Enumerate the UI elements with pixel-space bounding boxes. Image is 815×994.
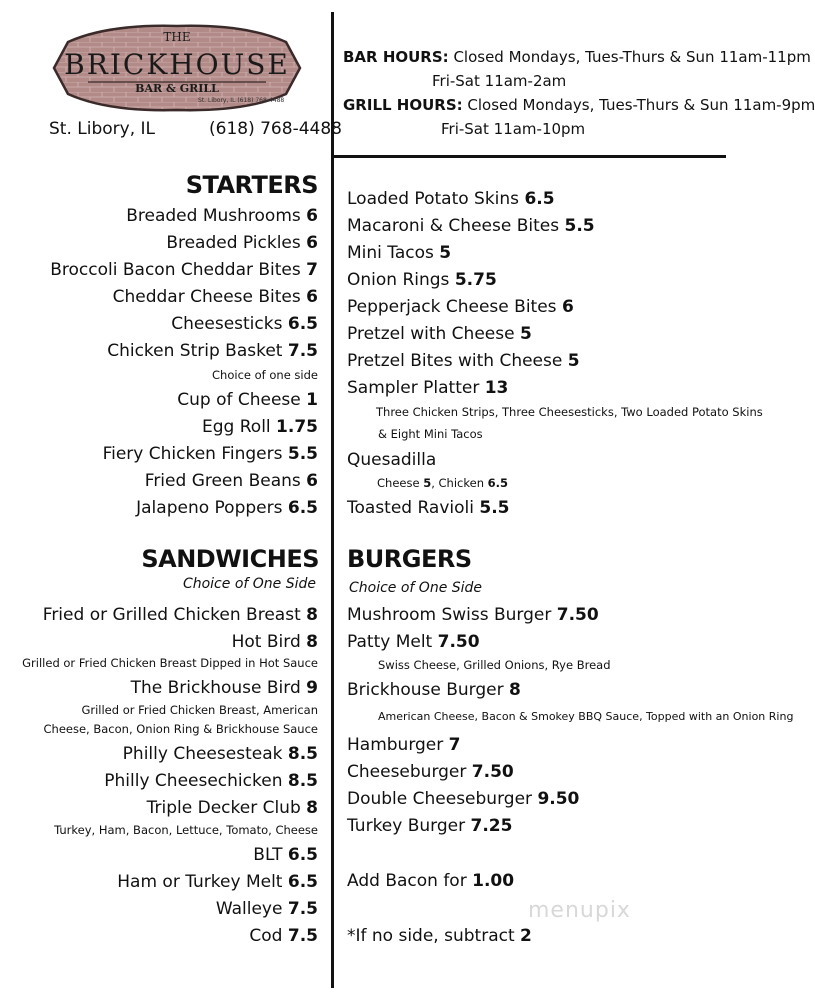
item-price: 8 [306,798,318,818]
menu-item [347,351,580,371]
item-name: Cup of Cheese [177,390,301,410]
sandwiches-note: Choice of One Side [182,576,316,592]
menu-item [347,216,595,236]
item-price: 6 [306,233,318,253]
logo-subtitle: BAR & GRILL [135,82,219,95]
menu-item [131,678,318,698]
item-description: American Cheese, Bacon & Smokey BBQ Sauce, Topped with an Onion Ring [378,710,794,723]
horizontal-divider [334,155,726,158]
item-price: 7 [448,735,461,755]
item-name: Egg Roll [202,417,271,437]
item-name: Cod [249,926,283,946]
item-price: 9.50 [537,789,580,809]
grill-hours-text1: Closed Mondays, Tues-Thurs & Sun 11am-9pm [467,96,815,114]
menu-item [347,498,510,518]
item-name: Broccoli Bacon Cheddar Bites [50,260,301,280]
menu-item [202,417,318,437]
menu-item [347,450,436,470]
menu-item [145,471,318,491]
menu-item [347,680,521,700]
sandwiches-heading: SANDWICHES [141,545,319,573]
item-price: 6.5 [524,189,555,209]
phone-number: (618) 768-4488 [209,119,342,139]
item-price: 5.5 [564,216,595,236]
menu-item [232,632,318,652]
item-price: 9 [306,678,318,698]
add-bacon-price: 1.00 [472,871,515,891]
item-name: Patty Melt [347,632,433,652]
menu-item [347,605,599,625]
menu-item [347,816,512,836]
item-price: 13 [484,378,509,398]
item-description: Grilled or Fried Chicken Breast, American [81,703,318,717]
item-price: 6 [306,471,318,491]
item-name: Onion Rings [347,270,450,290]
item-name: The Brickhouse Bird [130,678,301,698]
item-price: 6 [306,287,318,307]
menu-item [136,498,318,518]
menu-item [216,899,318,919]
item-price: 7 [306,260,318,280]
item-price: 5 [519,324,532,344]
item-name: Walleye [215,899,283,919]
item-price: 6.5 [287,314,318,334]
item-price: 5.5 [287,444,318,464]
item-price: 8.5 [287,771,318,791]
menu-item [147,798,318,818]
item-description: & Eight Mini Tacos [378,427,483,441]
item-price: 6.5 [287,872,318,892]
bar-hours-label: BAR HOURS: [343,48,449,66]
item-name: Mushroom Swiss Burger [347,605,552,625]
menu-item [104,771,318,791]
logo-name: BRICKHOUSE [64,48,290,81]
item-price: 1.75 [276,417,318,437]
item-name: Macaroni & Cheese Bites [347,216,560,236]
menu-item [171,314,318,334]
item-price: 5.75 [454,270,497,290]
item-name: Jalapeno Poppers [136,498,283,518]
item-price: 7.5 [287,341,318,361]
menu-item [113,287,318,307]
bar-hours-line1 [343,48,811,66]
item-price: 8 [306,605,318,625]
item-name: Pretzel with Cheese [347,324,515,344]
item-price: 7.50 [471,762,514,782]
item-name: Cheddar Cheese Bites [112,287,301,307]
menu-item [50,260,318,280]
option-price: 6.5 [487,476,509,490]
item-price: 5 [567,351,580,371]
item-name: Pretzel Bites with Cheese [347,351,563,371]
burgers-note: Choice of One Side [349,580,483,596]
item-name: Ham or Turkey Melt [117,872,283,892]
item-name: Breaded Mushrooms [126,206,301,226]
item-price: 7.25 [470,816,513,836]
item-name: Mini Tacos [347,243,434,263]
item-description: Swiss Cheese, Grilled Onions, Rye Bread [378,658,611,672]
item-price: 7.50 [437,632,480,652]
starters-heading: STARTERS [185,171,318,199]
item-price: 6 [561,297,574,317]
item-price: 8 [509,680,521,700]
no-side-price: 2 [520,926,532,946]
grill-hours-label: GRILL HOURS: [343,96,463,114]
item-name: Toasted Ravioli [347,498,474,518]
menu-item [126,206,318,226]
menu-item [123,744,318,764]
option-name: Cheese [377,476,420,490]
logo-the: THE [163,30,191,44]
vertical-divider [331,12,334,988]
item-name: Philly Cheesesteak [122,744,283,764]
item-name: Triple Decker Club [146,798,301,818]
item-name: Loaded Potato Skins [347,189,520,209]
menu-item [347,735,461,755]
no-side-line [347,926,532,946]
logo-small-text: St. Libory, IL (618) 768-4488 [198,97,285,104]
menu-item [166,233,318,253]
menu-item [347,762,514,782]
item-price: 1 [306,390,318,410]
item-description: Grilled or Fried Chicken Breast Dipped in Hot Sauce [22,656,318,670]
add-bacon-text: Add Bacon for [347,871,467,891]
item-price: 8 [306,632,318,652]
menu-item [347,189,555,209]
option-price: 5 [423,476,432,490]
item-price: 6 [306,206,318,226]
menu-item [347,324,532,344]
item-name: Brickhouse Burger [347,680,504,700]
bar-hours-line2: Fri-Sat 11am-2am [432,72,567,90]
menu-item [249,926,318,946]
menu-item [347,297,574,317]
watermark: menupix [528,898,631,923]
option-name: Chicken [438,476,484,490]
item-name: Hamburger [347,735,444,755]
brickhouse-logo [48,22,306,114]
item-name: Cheeseburger [347,762,467,782]
menu-item [347,632,480,652]
item-price: 5 [439,243,452,263]
item-name: Fried Green Beans [144,471,301,491]
item-price: 6.5 [287,498,318,518]
menu-item [43,605,318,625]
item-name: Cheesesticks [171,314,283,334]
menu-item [347,243,451,263]
item-name: Pepperjack Cheese Bites [347,297,557,317]
item-description: Three Chicken Strips, Three Cheesesticks, Two Loaded Potato Skins [376,405,763,419]
grill-hours-line1 [343,96,815,114]
item-price: 8.5 [287,744,318,764]
item-price: 6.5 [287,845,318,865]
menu-item [347,378,508,398]
town-text: St. Libory, IL [49,119,155,139]
bar-hours-text1: Closed Mondays, Tues-Thurs & Sun 11am-11pm [453,48,811,66]
burgers-heading: BURGERS [347,545,472,573]
item-description: Choice of one side [212,368,318,382]
add-bacon-line [347,871,514,891]
item-name: Turkey Burger [347,816,466,836]
item-description: Cheese 5, Chicken 6.5 [377,476,509,490]
item-name: Sampler Platter [347,378,480,398]
menu-item [347,270,497,290]
no-side-text: *If no side, subtract [347,926,515,946]
menu-item [347,789,579,809]
item-name: Double Cheeseburger [347,789,533,809]
item-name: Chicken Strip Basket [107,341,283,361]
item-name: Hot Bird [231,632,301,652]
item-price: 5.5 [479,498,510,518]
item-description: Cheese, Bacon, Onion Ring & Brickhouse Sauce [43,722,318,736]
item-description: Turkey, Ham, Bacon, Lettuce, Tomato, Cheese [54,823,318,837]
item-name: BLT [253,845,283,865]
item-name: Fiery Chicken Fingers [102,444,283,464]
menu-item [253,845,318,865]
menu-item [177,390,318,410]
item-price: 7.50 [556,605,599,625]
item-name: Quesadilla [347,450,437,470]
item-name: Breaded Pickles [166,233,301,253]
item-name: Fried or Grilled Chicken Breast [42,605,301,625]
menu-item [103,444,318,464]
item-price: 7.5 [287,926,318,946]
item-price: 7.5 [287,899,318,919]
grill-hours-line2: Fri-Sat 11am-10pm [441,120,586,138]
menu-item [107,341,318,361]
menu-item [117,872,318,892]
item-name: Philly Cheesechicken [104,771,283,791]
